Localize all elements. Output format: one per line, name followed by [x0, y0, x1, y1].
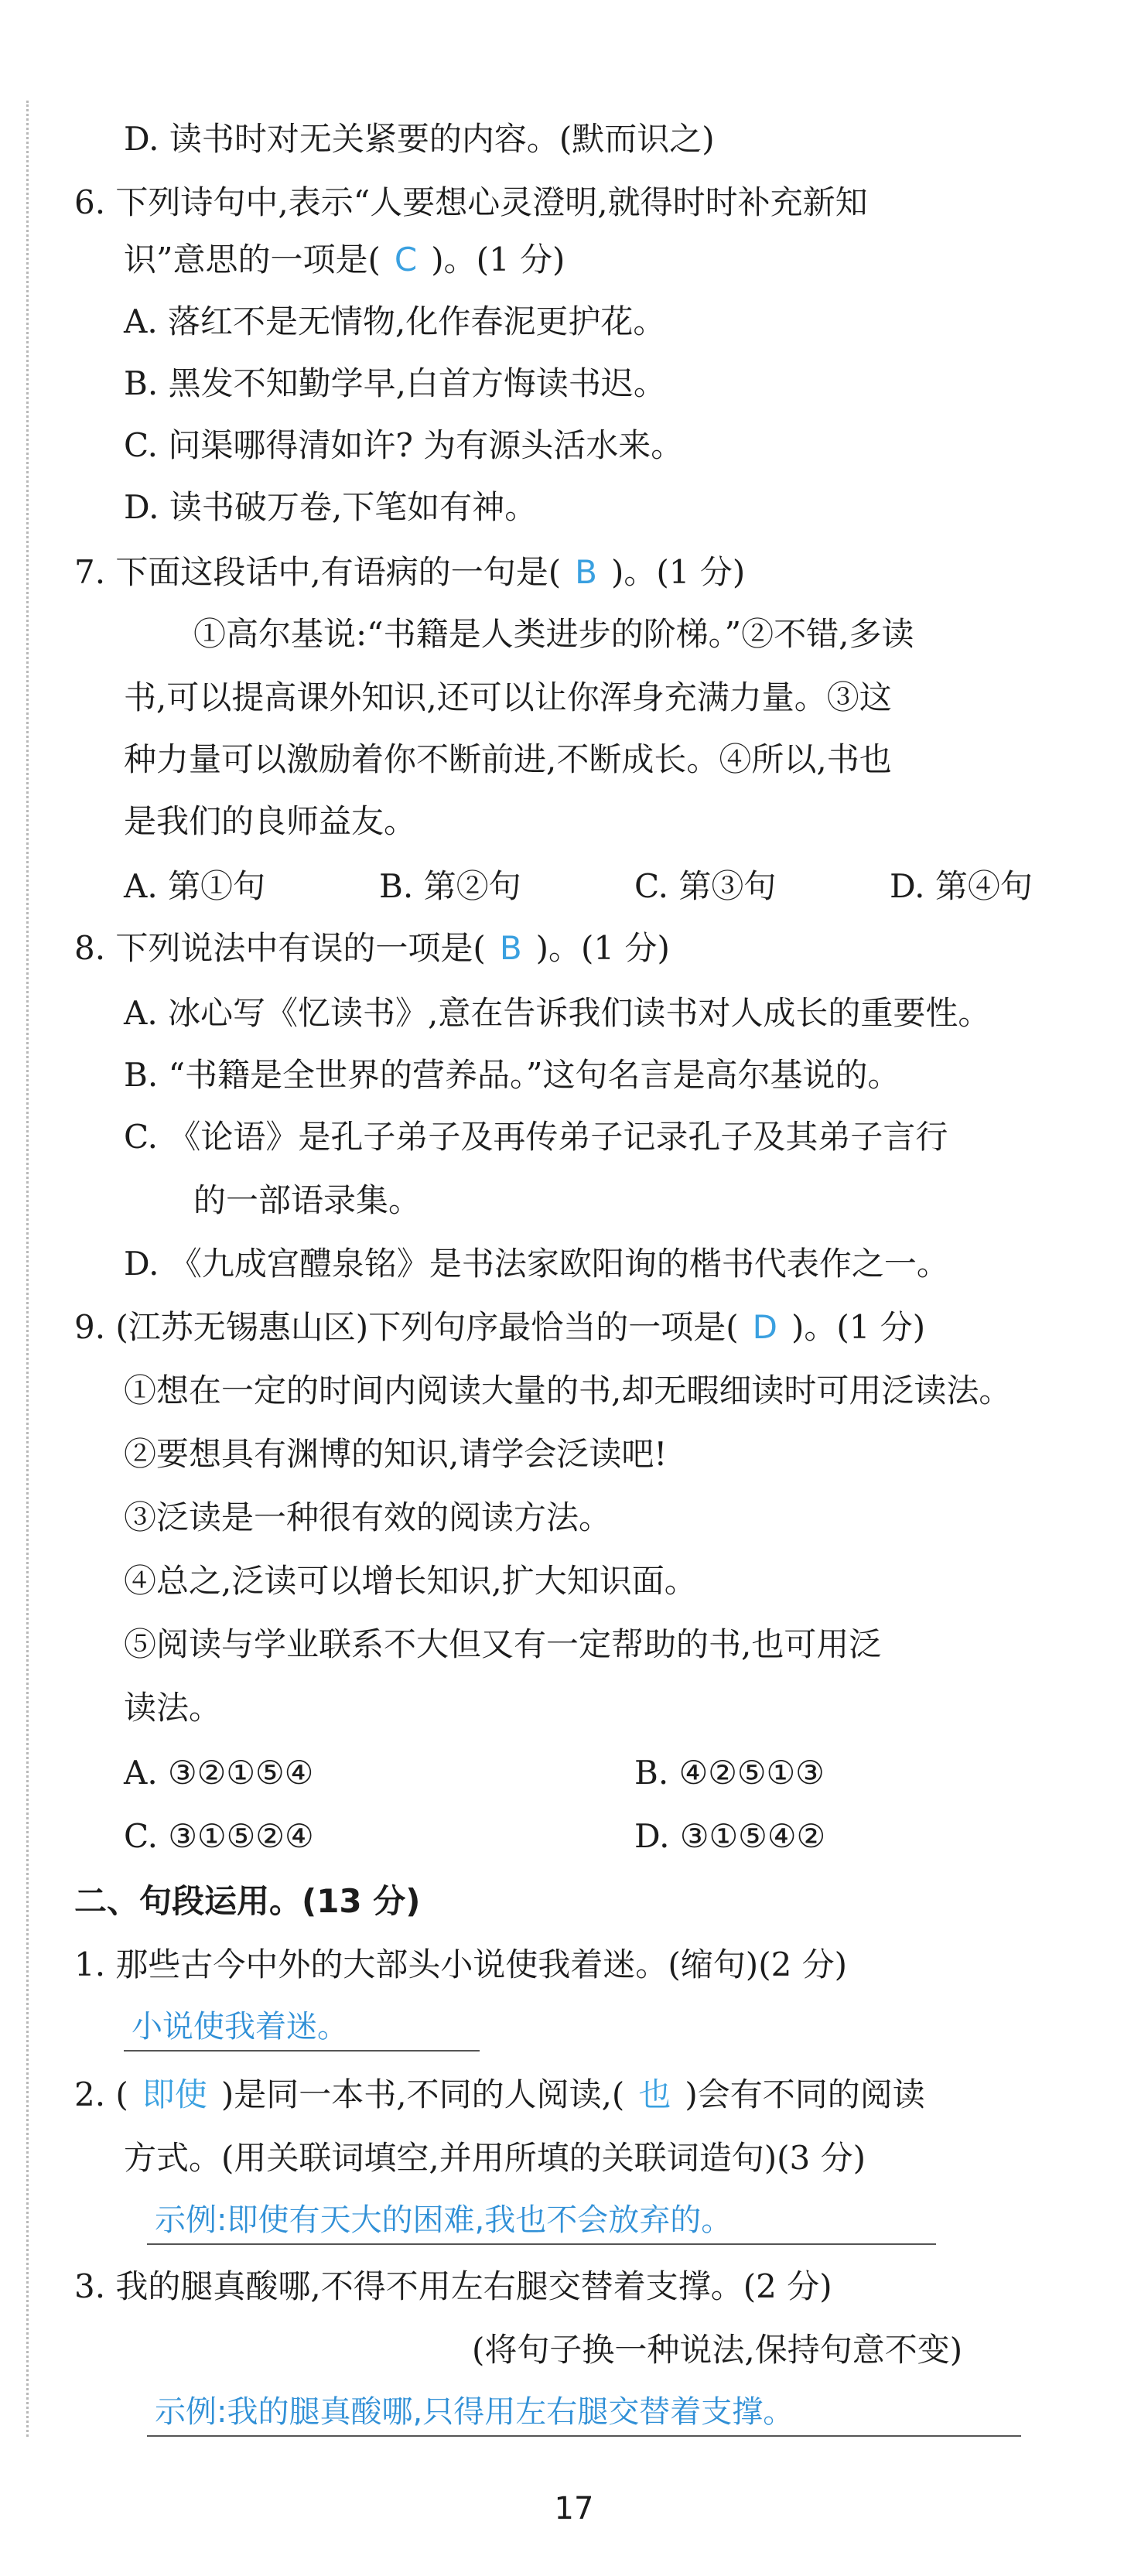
q6-option-a: A. 落红不是无情物,化作春泥更护花。: [124, 302, 666, 340]
s1-stem: 1. 那些古今中外的大部头小说使我着迷。(缩句)(2 分): [74, 1946, 848, 1983]
s2-answer-b: 也: [638, 2075, 671, 2113]
q6-stem: 6. 下列诗句中,表示“人要想心灵澄明,就得时时补充新知: [74, 183, 868, 221]
s2-answer-a: 即使: [142, 2075, 207, 2113]
page-number: 17: [554, 2491, 594, 2526]
q8-option-c-cont: 的一部语录集。: [193, 1181, 422, 1219]
q9-sentence-5: ⑤阅读与学业联系不大但又有一定帮助的书,也可用泛: [124, 1625, 882, 1663]
s2-answer-sentence: 示例:即使有天大的困难,我也不会放弃的。: [147, 2198, 936, 2245]
q9-option-c: C. ③①⑤②④: [124, 1817, 314, 1855]
s2-stem-cont: 方式。(用关联词填空,并用所填的关联词造句)(3 分): [124, 2139, 866, 2177]
q7-passage-line-3: 种力量可以激励着你不断前进,不断成长。④所以,书也: [124, 740, 892, 778]
q8-option-a: A. 冰心写《忆读书》,意在告诉我们读书对人成长的重要性。: [124, 994, 991, 1032]
q7-option-b: B. 第②句: [379, 867, 521, 905]
q7-passage-line-4: 是我们的良师益友。: [124, 802, 417, 840]
q9-stem: 9. (江苏无锡惠山区)下列句序最恰当的一项是( D )。(1 分): [74, 1304, 925, 1351]
q9-option-b: B. ④②⑤①③: [634, 1754, 825, 1792]
s2-stem: 2. ( 即使 )是同一本书,不同的人阅读,( 也 )会有不同的阅读: [74, 2072, 925, 2118]
q8-answer: B: [499, 929, 522, 967]
q9-sentence-5-cont: 读法。: [124, 1689, 222, 1727]
q9-sentence-3: ③泛读是一种很有效的阅读方法。: [124, 1498, 612, 1536]
q7-option-c: C. 第③句: [634, 867, 777, 905]
q9-answer: D: [752, 1308, 777, 1346]
q7-option-a: A. 第①句: [124, 867, 266, 905]
q9-sentence-1: ①想在一定的时间内阅读大量的书,却无暇细读时可用泛读法。: [124, 1372, 1012, 1409]
q6-stem-cont: 识”意思的一项是( C )。(1 分): [124, 237, 565, 283]
q8-option-c: C. 《论语》是孔子弟子及再传弟子记录孔子及其弟子言行: [124, 1118, 948, 1156]
s3-answer: 示例:我的腿真酸哪,只得用左右腿交替着支撑。: [147, 2390, 1021, 2437]
binding-margin-line: [26, 101, 29, 2437]
q7-option-d: D. 第④句: [890, 867, 1033, 905]
q9-options-row-2: [124, 1813, 825, 1860]
q8-stem: 8. 下列说法中有误的一项是( B )。(1 分): [74, 925, 670, 972]
section-title: 二、句段运用。(13 分): [74, 1882, 421, 1920]
q7-stem: 7. 下面这段话中,有语病的一句是( B )。(1 分): [74, 549, 745, 596]
s3-stem: 3. 我的腿真酸哪,不得不用左右腿交替着支撑。(2 分): [74, 2267, 832, 2305]
s1-answer: 小说使我着迷。: [124, 2005, 480, 2052]
q7-passage-line-1: ①高尔基说:“书籍是人类进步的阶梯。”②不错,多读: [193, 615, 914, 653]
q8-option-d: D. 《九成宫醴泉铭》是书法家欧阳询的楷书代表作之一。: [124, 1245, 949, 1283]
q6-answer: C: [394, 241, 418, 278]
q9-sentence-4: ④总之,泛读可以增长知识,扩大知识面。: [124, 1562, 697, 1600]
q9-option-d: D. ③①⑤④②: [634, 1817, 826, 1855]
q7-passage-line-2: 书,可以提高课外知识,还可以让你浑身充满力量。③这: [124, 678, 892, 716]
q6-option-b: B. 黑发不知勤学早,白首方悔读书迟。: [124, 364, 666, 402]
q9-options-row-1: [124, 1750, 825, 1796]
s3-instruction: (将句子换一种说法,保持句意不变): [472, 2331, 963, 2369]
q8-option-b: B. “书籍是全世界的营养品。”这句名言是高尔基说的。: [124, 1056, 900, 1094]
q5-option-d: D. 读书时对无关紧要的内容。(默而识之): [124, 120, 715, 158]
q9-option-a: A. ③②①⑤④: [124, 1754, 314, 1792]
q6-option-c: C. 问渠哪得清如许? 为有源头活水来。: [124, 426, 684, 464]
q7-answer: B: [575, 553, 597, 591]
q6-option-d: D. 读书破万卷,下笔如有神。: [124, 488, 538, 526]
q9-sentence-2: ②要想具有渊博的知识,请学会泛读吧!: [124, 1435, 668, 1473]
q7-options: [124, 863, 1033, 910]
